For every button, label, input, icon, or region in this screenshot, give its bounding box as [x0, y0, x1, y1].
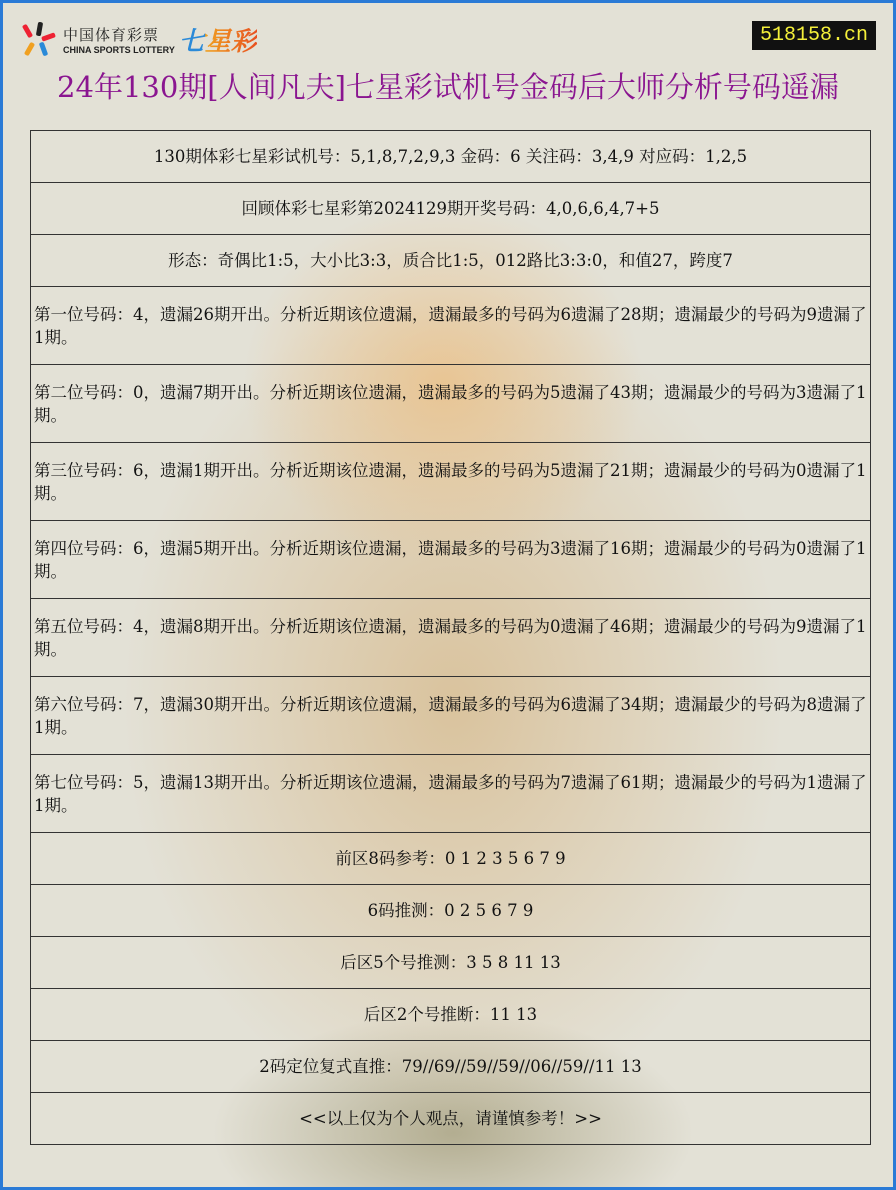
position-4-cell: 第四位号码：6，遗漏5期开出。分析近期该位遗漏，遗漏最多的号码为3遗漏了16期；遗漏最少的号码为0遗漏了1期。 — [31, 521, 871, 599]
table-row — [31, 521, 871, 599]
table-row — [31, 599, 871, 677]
table-row — [31, 183, 871, 235]
table-row — [31, 365, 871, 443]
previous-draw-cell: 回顾体彩七星彩第2024129期开奖号码：4,0,6,6,4,7+5 — [31, 183, 871, 235]
table-row — [31, 287, 871, 365]
table-row — [31, 1041, 871, 1093]
position-1-cell: 第一位号码：4，遗漏26期开出。分析近期该位遗漏，遗漏最多的号码为6遗漏了28期；遗漏最少的号码为9遗漏了1期。 — [31, 287, 871, 365]
page-title: 24年130期[人间凡夫]七星彩试机号金码后大师分析号码遥漏 — [57, 70, 839, 104]
table-row — [31, 833, 871, 885]
table-row — [31, 937, 871, 989]
site-badge[interactable]: 518158.cn — [752, 21, 876, 50]
logo-cn-text: 中国体育彩票 — [63, 26, 160, 44]
pattern-cell: 形态：奇偶比1:5，大小比3:3，质合比1:5，012路比3:3:0，和值27，跨度7 — [31, 235, 871, 287]
position-5-cell: 第五位号码：4，遗漏8期开出。分析近期该位遗漏，遗漏最多的号码为0遗漏了46期；遗漏最少的号码为9遗漏了1期。 — [31, 599, 871, 677]
position-7-cell: 第七位号码：5，遗漏13期开出。分析近期该位遗漏，遗漏最多的号码为7遗漏了61期；遗漏最少的号码为1遗漏了1期。 — [31, 755, 871, 833]
logo-game-name: 七星彩 — [179, 21, 257, 58]
disclaimer-cell: <<以上仅为个人观点，请谨慎参考！>> — [31, 1093, 871, 1145]
table-row — [31, 989, 871, 1041]
table-row — [31, 755, 871, 833]
table-row — [31, 677, 871, 755]
front-8-cell: 前区8码参考：0 1 2 3 5 6 7 9 — [31, 833, 871, 885]
table-row — [31, 443, 871, 521]
position-6-cell: 第六位号码：7，遗漏30期开出。分析近期该位遗漏，遗漏最多的号码为6遗漏了34期；遗漏最少的号码为8遗漏了1期。 — [31, 677, 871, 755]
position-2-cell: 第二位号码：0，遗漏7期开出。分析近期该位遗漏，遗漏最多的号码为5遗漏了43期；遗漏最少的号码为3遗漏了1期。 — [31, 365, 871, 443]
back-2-cell: 后区2个号推断：11 13 — [31, 989, 871, 1041]
six-code-cell: 6码推测：0 2 5 6 7 9 — [31, 885, 871, 937]
logo-en-text: CHINA SPORTS LOTTERY — [63, 45, 175, 55]
lottery-star-icon — [21, 22, 57, 58]
china-sports-lottery-logo — [21, 21, 257, 58]
table-row — [31, 235, 871, 287]
position-3-cell: 第三位号码：6，遗漏1期开出。分析近期该位遗漏，遗漏最多的号码为5遗漏了21期；遗漏最少的号码为0遗漏了1期。 — [31, 443, 871, 521]
table-row — [31, 1093, 871, 1145]
table-row — [31, 131, 871, 183]
table-row — [31, 885, 871, 937]
back-5-cell: 后区5个号推测：3 5 8 11 13 — [31, 937, 871, 989]
analysis-table — [30, 130, 871, 1145]
positional-cell: 2码定位复式直推：79//69//59//59//06//59//11 13 — [31, 1041, 871, 1093]
trial-numbers-cell: 130期体彩七星彩试机号：5,1,8,7,2,9,3 金码：6 关注码：3,4,9 对应码：1,2,5 — [31, 131, 871, 183]
